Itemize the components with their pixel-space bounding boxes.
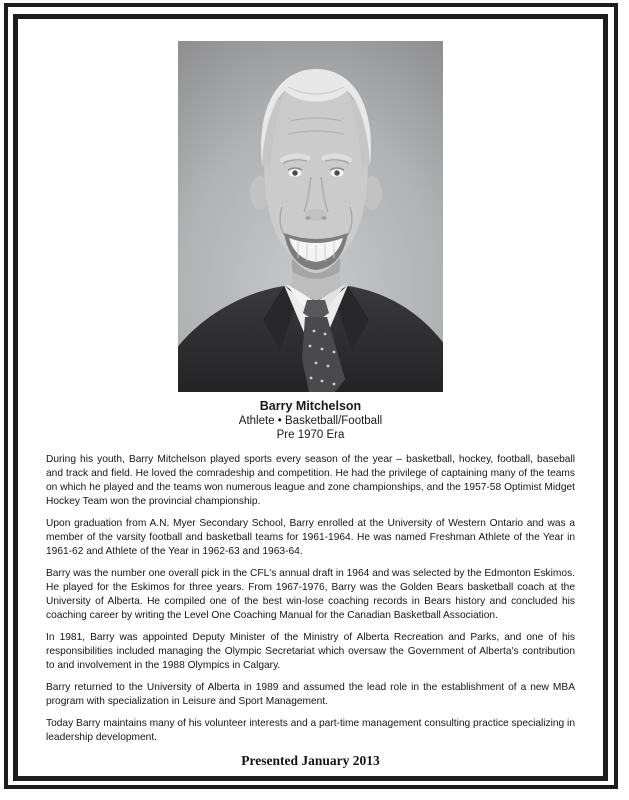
person-era: Pre 1970 Era [276,429,345,441]
page-content [19,21,602,775]
bio-paragraph: During his youth, Barry Mitchelson played sports every season of the year – basketball, hockey, football, baseball and track and field. He loved the comradeship and competition. He had the privilege of captaining many of the teams on which he played and the teams won numerous league and zone championships, and the 1957-58 Optimist Midget Hockey Team won the provincial championship. [46,453,575,507]
bio-paragraph: In 1981, Barry was appointed Deputy Minister of the Ministry of Alberta Recreation and Parks, and one of his responsibilities included managing the Olympic Secretariat which oversaw the Government of Alberta's contribution to and involvement in the 1988 Olympics in Calgary. [46,631,575,671]
biography-text [46,453,575,745]
bio-paragraph: Today Barry maintains many of his volunteer interests and a part-time management consulting practice specializing in leadership development. [46,717,575,743]
portrait-photo [178,41,443,392]
presented-date: Presented January 2013 [241,752,380,768]
name-block [19,399,602,443]
bio-paragraph: Barry was the number one overall pick in the CFL's annual draft in 1964 and was selected by the Edmonton Eskimos. He played for the Eskimos for three years. From 1967-1976, Barry was the Golden Bears basketball coach at the University of Alberta. He compiled one of the best win-lose coaching records in Bears history and concluded his coaching career by writing the Level One Coaching Manual for the Canadian Basketball Association. [46,567,575,621]
person-name: Barry Mitchelson [259,399,362,413]
bio-paragraph: Barry returned to the University of Alberta in 1989 and assumed the lead role in the establishment of a new MBA program with specialization in Leisure and Sport Management. [46,681,575,707]
person-category: Athlete • Basketball/Football [238,414,383,427]
bio-paragraph: Upon graduation from A.N. Myer Secondary School, Barry enrolled at the University of Western Ontario and was a member of the varsity football and basketball teams for 1961-1964. He was named Freshman Athlete of the Year in 1961-62 and Athlete of the Year in 1962-63 and 1963-64. [46,517,575,557]
